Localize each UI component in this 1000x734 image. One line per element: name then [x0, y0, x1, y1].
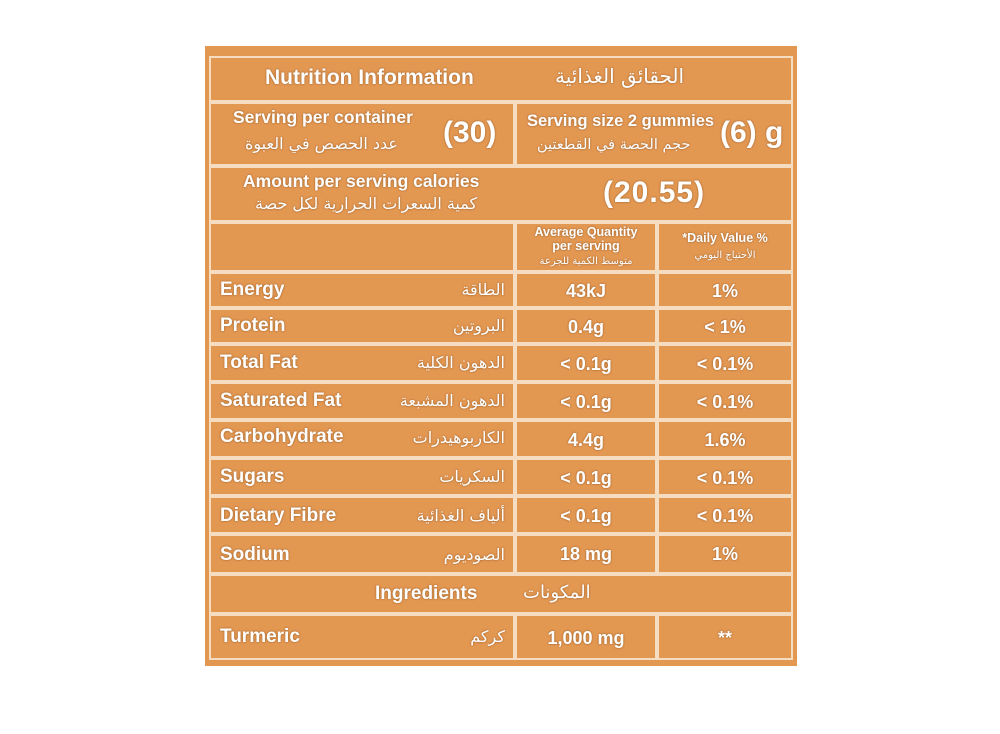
calories-label-en: Amount per serving calories — [243, 171, 480, 191]
nutrient-quantity: 4.4g — [567, 430, 605, 450]
nutrient-name-en: Saturated Fat — [220, 390, 342, 411]
ingredients-header-en: Ingredients — [375, 583, 478, 604]
nutrient-quantity: < 0.1g — [560, 506, 612, 526]
nutrient-name-en: Energy — [220, 279, 285, 300]
nutrient-daily-value: < 0.1% — [696, 506, 754, 526]
column-header-daily-value — [657, 222, 793, 272]
nutrient-name-ar: البروتين — [452, 316, 505, 335]
nutrient-name-en: Protein — [220, 315, 286, 336]
title-english: Nutrition Information — [265, 66, 474, 89]
nutrient-name-ar: السكريات — [439, 467, 505, 486]
calories-value: (20.55) — [603, 176, 706, 209]
nutrition-panel — [205, 46, 797, 666]
calories-label-ar: كمية السعرات الحرارية لكل حصة — [255, 194, 478, 213]
nutrient-daily-value: < 0.1% — [696, 354, 754, 374]
nutrient-name-ar: ألياف الغذائية — [416, 506, 505, 525]
nutrient-quantity: < 0.1g — [560, 468, 612, 488]
nutrient-quantity: < 0.1g — [560, 392, 612, 412]
title-arabic: الحقائق الغذائية — [555, 64, 685, 88]
nutrient-daily-value: 1.6% — [704, 430, 746, 450]
nutrient-name-en: Carbohydrate — [220, 426, 344, 447]
nutrient-quantity: < 0.1g — [560, 354, 612, 374]
ingredient-daily-value: ** — [717, 628, 732, 648]
servings-count: (30) — [443, 116, 497, 149]
nutrient-daily-value: < 1% — [704, 317, 746, 337]
daily-value-label-ar: الأحتياج اليومي — [694, 250, 756, 261]
nutrient-name-ar: الطاقة — [461, 280, 505, 299]
nutrient-name-ar: الدهون المشبعة — [399, 391, 505, 410]
ingredient-name-ar: كركم — [470, 627, 505, 646]
nutrient-daily-value: 1% — [711, 281, 738, 301]
nutrient-name-ar: الكاربوهيدرات — [412, 428, 505, 447]
nutrient-quantity: 43kJ — [565, 281, 607, 301]
ingredients-header-ar: المكونات — [523, 582, 591, 603]
nutrient-name-en: Sodium — [220, 544, 290, 565]
nutrient-name-en: Sugars — [220, 466, 285, 487]
nutrient-name-en: Dietary Fibre — [220, 505, 337, 526]
serving-size-ar: حجم الحصة في القطعتين — [537, 137, 691, 153]
nutrient-name-en: Total Fat — [220, 352, 298, 373]
nutrient-name-ar: الدهون الكلية — [416, 353, 505, 372]
ingredients-header-cell — [209, 574, 793, 614]
ingredient-quantity: 1,000 mg — [547, 628, 625, 648]
ingredient-name-en: Turmeric — [220, 626, 300, 647]
nutrient-quantity: 0.4g — [567, 317, 605, 337]
nutrient-quantity: 18 mg — [559, 544, 613, 564]
nutrient-daily-value: < 0.1% — [696, 392, 754, 412]
column-header-empty — [209, 222, 515, 272]
serving-size-value: (6) g — [720, 116, 784, 149]
serving-per-container-en: Serving per container — [233, 107, 413, 127]
avg-qty-label-en: Average Quantity per serving — [534, 225, 638, 253]
nutrient-daily-value: 1% — [711, 544, 738, 564]
nutrient-name-ar: الصوديوم — [443, 545, 505, 564]
serving-size-en: Serving size 2 gummies — [527, 112, 715, 130]
avg-qty-label-ar: متوسط الكمية للجرعة — [539, 256, 633, 267]
nutrient-daily-value: < 0.1% — [696, 468, 754, 488]
serving-per-container-ar: عدد الحصص في العبوة — [245, 134, 398, 153]
daily-value-label-en: *Daily Value % — [682, 231, 768, 245]
